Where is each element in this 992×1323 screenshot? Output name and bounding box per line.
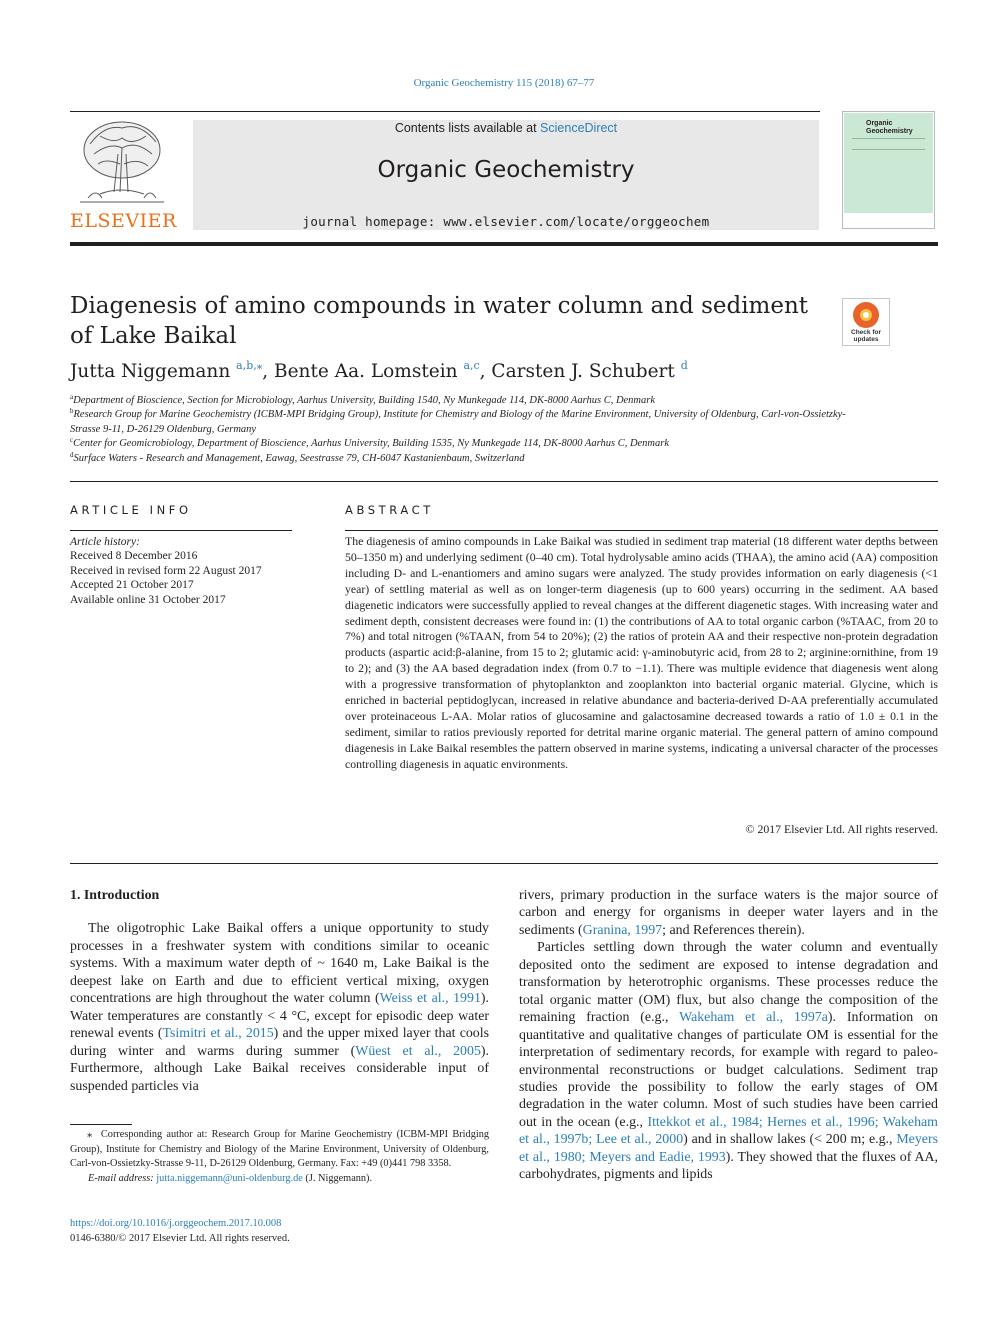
cover-panel [844, 113, 933, 213]
citation-link[interactable]: Wüest et al., 2005 [355, 1043, 481, 1059]
citation-link[interactable]: Tsimitri et al., 2015 [162, 1026, 274, 1042]
affiliation-text: Department of Bioscience, Section for Microbiology, Aarhus University, Building 1540, Ny Munkegade 114, DK-8000 Aarhus C, Denmark [73, 395, 656, 406]
author-affil-marker[interactable]: a,b,⁎ [236, 359, 263, 372]
affiliation-key: b [70, 407, 74, 416]
doi-link[interactable]: https://doi.org/10.1016/j.orggeochem.2017.10.008 [70, 1218, 282, 1229]
journal-reference[interactable]: Organic Geochemistry 115 (2018) 67–77 [413, 77, 595, 89]
section-heading: 1. Introduction [70, 888, 160, 903]
sciencedirect-link[interactable]: ScienceDirect [540, 121, 618, 135]
affiliation-text: Center for Geomicrobiology, Department of Bioscience, Aarhus University, Building 1535, Ny Munkegade 114, DK-8000 Aarhus C, Denmark [73, 438, 670, 450]
affiliation-text: Surface Waters - Research and Management, Eawag, Seestrasse 79, CH-6047 Kastanienbaum, Switzerland [73, 452, 525, 464]
footnote [70, 1128, 489, 1186]
author-name[interactable]: Carsten J. Schubert [491, 361, 675, 382]
section-rule [70, 863, 938, 864]
cover-rules [852, 138, 925, 150]
author-separator: , [262, 361, 274, 382]
affiliation [70, 452, 860, 466]
affiliation [70, 408, 860, 437]
header-top-rule [70, 111, 820, 112]
text-run: Particles settling down through the water column and eventually deposited onto the sediment are exposed to intense degradation and transformation by heterotrophic organisms. These processes reduce the total organic matter (OM) flux, but also change the composition of the remaining fraction (e.g., [519, 940, 938, 1026]
header-bottom-rule [70, 242, 938, 246]
text-run: ). They showed that the fluxes of AA, carbohydrates, pigments and lipids [519, 1149, 938, 1183]
journal-cover[interactable] [842, 111, 935, 229]
journal-homepage [193, 214, 819, 229]
contents-prefix: Contents lists available at [394, 121, 541, 135]
affiliation-key: a [70, 393, 74, 401]
issn-line: 0146-6380/© 2017 Elsevier Ltd. All rights reserved. [70, 1232, 290, 1244]
text-run: The oligotrophic Lake Baikal offers a unique opportunity to study processes in a freshwater system with conditions similar to oceanic systems. With a maximum water depth of ~ 1640 m, Lake Baikal is the deepest lake on Earth and due to efficient vertical mixing, oxygen concentrations are high throughout the water column ( [70, 921, 489, 1007]
author-list [70, 361, 688, 382]
badge-label-line: Check for [851, 329, 881, 336]
email-suffix: (J. Niggemann). [302, 1172, 373, 1184]
paragraph [519, 887, 938, 939]
author-name[interactable]: Jutta Niggemann [70, 361, 231, 382]
footnote-text: Corresponding author at: Research Group for Marine Geochemistry (ICBM-MPI Bridging Group), Institute for Chemistry and Biology of the Marine Environment, University of Oldenburg, Carl-von-Ossietzky-Strasse 9-11, D-26129 Oldenburg, Germany. Fax: +49 (0)441 798 3358. [70, 1129, 489, 1169]
cover-title-line: Organic [866, 120, 893, 127]
history-item: Received in revised form 22 August 2017 [70, 564, 262, 577]
doi-block [70, 1217, 290, 1246]
abstract-rule [345, 530, 938, 531]
affiliation-text: Research Group for Marine Geochemistry (ICBM-MPI Bridging Group), Institute for Chemistry and Biology of the Marine Environment, University of Oldenburg, Carl-von-Ossietzky-Strasse 9-11, D-26129 Oldenburg, Germany [70, 409, 846, 435]
homepage-url[interactable]: www.elsevier.com/locate/orggeochem [443, 214, 710, 229]
homepage-prefix: journal homepage: [302, 214, 444, 229]
text-run: ). Water temperatures are constantly < 4 °C, except for episodic deep water renewal events ( [70, 991, 489, 1042]
footnote-star: ⁎ [87, 1129, 93, 1140]
cover-title-line: Geochemistry [866, 128, 913, 135]
affiliation-key: d [70, 450, 74, 459]
affiliation [70, 437, 860, 451]
citation-link[interactable]: Granina, 1997 [582, 922, 663, 938]
cover-title [866, 120, 913, 136]
paragraph [519, 939, 938, 1183]
citation-link[interactable]: Weiss et al., 1991 [379, 991, 481, 1007]
history-item: Received 8 December 2016 [70, 550, 198, 563]
affiliations [70, 394, 860, 466]
email-note [70, 1172, 489, 1187]
elsevier-tree-icon [70, 114, 174, 210]
section-rule [70, 481, 938, 482]
history-item: Accepted 21 October 2017 [70, 579, 194, 592]
article-history [70, 535, 300, 607]
author-name[interactable]: Bente Aa. Lomstein [274, 361, 458, 382]
text-run: ) and the upper mixed layer that cools during winter and warms during summer ( [70, 1026, 490, 1059]
article-info-heading: ARTICLE INFO [70, 503, 192, 517]
abstract-body [345, 534, 938, 773]
affiliation-key: c [70, 436, 74, 445]
author-affil-marker[interactable]: a,c [463, 359, 480, 372]
text-run: ; and References therein). [662, 922, 805, 938]
author-separator: , [479, 361, 492, 382]
abstract-text: The diagenesis of amino compounds in Lake Baikal was studied in sediment trap material (18 different water depths between 50–1350 m) and underlying sediment (0–40 cm). Total hydrolysable amino acids (THAA), the amino acid (AA) composition including D- and L-enantiomers and amino sugars were analyzed. The study provides information on early diagenesis (<1 year) of settling material as well as on longer-term diagenesis (up to 600 years) occurring in the sediment. AA based diagenetic indicators were successfully applied to reveal changes at the different diagenetic stages. With increasing water and sediment depth, consistent decreases were found in: (1) the contributions of AA to total organic carbon (%TAAC, from 20 to 7%) and total nitrogen (%TAAN, from 54 to 20%); (2) the ratios of protein AA and their respective non-protein degradation products (aspartic acid:β-alanine, from 15 to 2; glutamic acid: γ-aminobutyric acid, from 28 to 2; arginine:ornithine, from 19 to 2); and (3) the AA based degradation index (from 0.7 to −1.1). There was multiple evidence that diagenesis went along with a progressive transformation of phytoplankton and zooplankton into bacterial organic material. Glycine, which is enriched in bacterial peptidoglycan, increased in relative abundance and bacteria-derived D-AA preferentially accumulated over proteinaceous L-AA. Molar ratios of glucosamine and galactosamine decreased towards a ratio of 1.0 ± 0.1 in the sediment, similar to ratios previously reported for detrital marine organic material. The general pattern of amino compound diagenesis in Lake Baikal resembles the pattern observed in marine systems, indicating a universal character of the processes controlling diagenesis in aquatic environments. [345, 534, 938, 771]
text-run: ). Furthermore, although Lake Baikal receives considerable input of suspended particles via [70, 1043, 489, 1094]
email-label: E-mail address: [88, 1172, 154, 1184]
text-run: ). Information on quantitative and qualitative changes of particulate OM is essential for the interpretation of sedimentary records, for example with regard to paleo-environmental reconstructions or budget calculations. Sediment trap studies provide the possibility to follow the early stages of OM degradation in the water column. Most of such studies have been carried out in the ocean (e.g., [519, 1010, 938, 1130]
author-affil-marker[interactable]: d [680, 359, 688, 372]
affiliation [70, 394, 860, 408]
badge-label [843, 329, 889, 343]
publisher-wordmark: ELSEVIER [70, 210, 177, 232]
article-info-rule [70, 530, 292, 531]
article-title: Diagenesis of amino compounds in water column and sediment of Lake Baikal [70, 293, 809, 349]
badge-label-line: updates [853, 336, 879, 343]
abstract-heading: ABSTRACT [345, 503, 434, 517]
text-run: rivers, primary production in the surface waters is the major source of carbon and energy for organisms in deeper water layers and in the sediments ( [519, 888, 938, 938]
history-label: Article history: [70, 536, 140, 548]
history-item: Available online 31 October 2017 [70, 593, 226, 606]
email-link[interactable]: jutta.niggemann@uni-oldenburg.de [156, 1172, 303, 1184]
citation-link[interactable]: Ittekkot et al., 1984; Hernes et al., 1996; Wakeham et al., 1997b; Lee et al., 2000 [519, 1114, 938, 1148]
copyright: © 2017 Elsevier Ltd. All rights reserved. [745, 822, 938, 836]
body-column-left [70, 887, 489, 1095]
footnote-rule [70, 1124, 132, 1125]
text-run: ) and in shallow lakes (< 200 m; e.g., [683, 1132, 897, 1148]
contents-line [193, 121, 819, 135]
update-icon-center [860, 309, 872, 321]
body-column-right [519, 887, 938, 1184]
citation-link[interactable]: Wakeham et al., 1997a [679, 1010, 828, 1026]
citation-link[interactable]: Meyers et al., 1980; Meyers and Eadie, 1993 [519, 1132, 938, 1165]
paragraph [70, 920, 489, 1095]
corresponding-author-note [70, 1128, 489, 1172]
journal-title: Organic Geochemistry [377, 157, 635, 183]
check-for-updates-badge[interactable] [842, 298, 890, 346]
